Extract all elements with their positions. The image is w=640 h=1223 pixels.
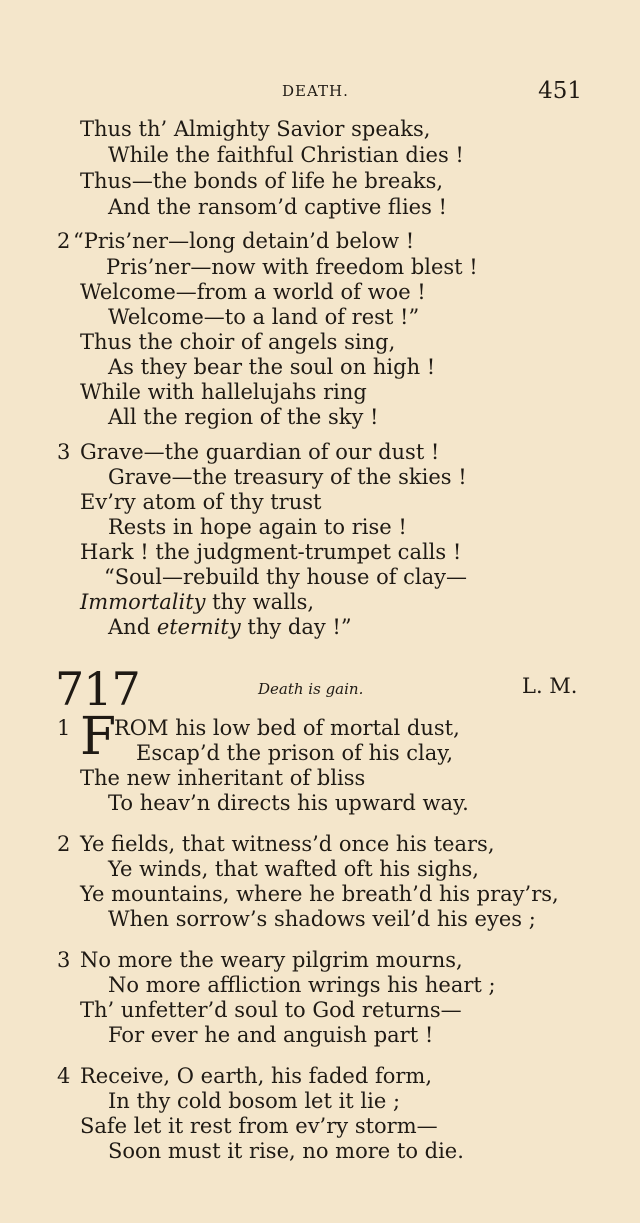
verse-line: The new inheritant of bliss bbox=[80, 766, 366, 790]
verse-line: Escap’d the prison of his clay, bbox=[136, 741, 454, 765]
verse-line: Ye fields, that witness’d once his tears, bbox=[80, 832, 495, 856]
verse-line: Grave—the guardian of our dust ! bbox=[80, 440, 440, 464]
hymn-number: 717 bbox=[55, 662, 140, 716]
verse-line: Welcome—from a world of woe ! bbox=[80, 280, 426, 304]
hymn-meter: L. M. bbox=[522, 674, 578, 698]
verse-line: “Soul—rebuild thy house of clay— bbox=[104, 565, 468, 589]
hymn-subtitle: Death is gain. bbox=[258, 680, 364, 698]
verse-line: No more the weary pilgrim mourns, bbox=[80, 948, 463, 972]
stanza-number: 3 bbox=[57, 948, 71, 972]
verse-line: In thy cold bosom let it lie ; bbox=[108, 1089, 401, 1113]
verse-line: Welcome—to a land of rest !” bbox=[108, 305, 420, 329]
verse-line: “Pris’ner—long detain’d below ! bbox=[73, 229, 415, 253]
verse-text: thy day !” bbox=[240, 615, 352, 639]
verse-line: For ever he and anguish part ! bbox=[108, 1023, 434, 1047]
verse-line: Receive, O earth, his faded form, bbox=[80, 1064, 432, 1088]
verse-line: As they bear the soul on high ! bbox=[108, 355, 436, 379]
stanza-number: 1 bbox=[57, 716, 71, 740]
verse-line: Thus th’ Almighty Savior speaks, bbox=[80, 117, 431, 141]
drop-cap: F bbox=[80, 707, 117, 767]
verse-line: Safe let it rest from ev’ry storm— bbox=[80, 1114, 438, 1138]
verse-line: Ev’ry atom of thy trust bbox=[80, 490, 322, 514]
verse-line: Thus the choir of angels sing, bbox=[80, 330, 396, 354]
verse-line: Thus—the bonds of life he breaks, bbox=[80, 169, 444, 193]
verse-text: And bbox=[108, 615, 157, 639]
stanza-number: 2 bbox=[57, 229, 71, 253]
verse-text: thy walls, bbox=[205, 590, 315, 614]
italic-word: eternity bbox=[156, 615, 241, 639]
page-number: 451 bbox=[538, 78, 582, 104]
stanza-number: 2 bbox=[57, 832, 71, 856]
verse-line bbox=[108, 615, 352, 640]
verse-line: While with hallelujahs ring bbox=[80, 380, 367, 404]
verse-line: And the ransom’d captive flies ! bbox=[108, 195, 447, 219]
verse-line: All the region of the sky ! bbox=[108, 405, 379, 429]
verse-line: Soon must it rise, no more to die. bbox=[108, 1139, 464, 1163]
verse-line: While the faithful Christian dies ! bbox=[108, 143, 464, 167]
stanza-number: 3 bbox=[57, 440, 71, 464]
section-title: DEATH. bbox=[282, 82, 349, 100]
verse-line: Th’ unfetter’d soul to God returns— bbox=[80, 998, 462, 1022]
verse-line: Hark ! the judgment-trumpet calls ! bbox=[80, 540, 462, 564]
verse-line: Pris’ner—now with freedom blest ! bbox=[106, 255, 478, 279]
verse-line: Rests in hope again to rise ! bbox=[108, 515, 407, 539]
running-head bbox=[0, 78, 640, 104]
verse-line: To heav’n directs his upward way. bbox=[108, 791, 469, 815]
verse-line bbox=[80, 590, 314, 615]
verse-line: ROM his low bed of mortal dust, bbox=[114, 716, 460, 740]
verse-line: Ye winds, that wafted oft his sighs, bbox=[108, 857, 479, 881]
italic-word: Immortality bbox=[80, 590, 206, 614]
verse-line: Ye mountains, where he breath’d his pray’rs, bbox=[80, 882, 559, 906]
verse-line: No more affliction wrings his heart ; bbox=[108, 973, 496, 997]
stanza-number: 4 bbox=[57, 1064, 71, 1088]
verse-line: Grave—the treasury of the skies ! bbox=[108, 465, 467, 489]
verse-line: When sorrow’s shadows veil’d his eyes ; bbox=[108, 907, 536, 931]
